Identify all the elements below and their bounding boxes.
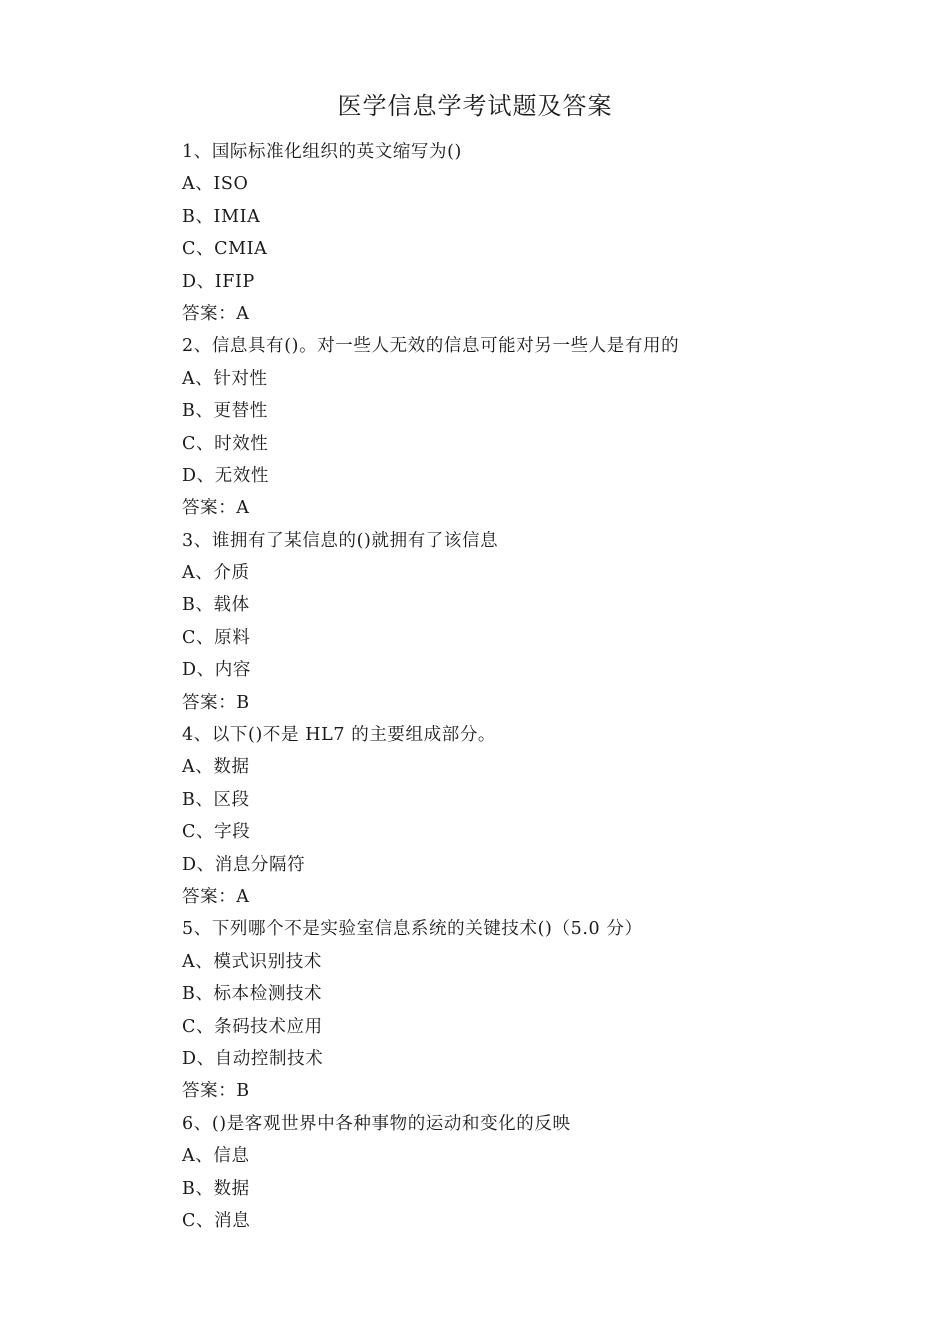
- answer-text: 答案：A: [182, 303, 250, 324]
- option-b: B、更替性: [182, 401, 268, 422]
- option-b: B、IMIA: [182, 206, 261, 227]
- option-a: A、针对性: [182, 368, 268, 389]
- option-a: A、信息: [182, 1146, 250, 1167]
- option-d: D、消息分隔符: [182, 854, 306, 875]
- option-d: D、内容: [182, 660, 251, 681]
- option-a: A、ISO: [182, 174, 249, 195]
- question-text: 2、信息具有()。对一些人无效的信息可能对另一些人是有用的: [182, 336, 680, 357]
- question-list: [182, 136, 802, 1237]
- option-a: A、数据: [182, 757, 250, 778]
- option-a: A、介质: [182, 563, 250, 584]
- option-c: C、消息: [182, 1210, 251, 1231]
- option-b: B、载体: [182, 595, 250, 616]
- option-c: C、时效性: [182, 433, 269, 454]
- answer-text: 答案：A: [182, 498, 250, 519]
- document-title: 医学信息学考试题及答案: [337, 92, 613, 120]
- question-text: 6、()是客观世界中各种事物的运动和变化的反映: [182, 1113, 571, 1134]
- option-c: C、原料: [182, 627, 251, 648]
- answer-text: 答案：B: [182, 1081, 250, 1102]
- option-c: C、CMIA: [182, 239, 268, 260]
- answer-text: 答案：A: [182, 886, 250, 907]
- question-text: 5、下列哪个不是实验室信息系统的关键技术()（5.0 分）: [182, 919, 643, 940]
- option-c: C、条码技术应用: [182, 1016, 323, 1037]
- question-text: 1、国际标准化组织的英文缩写为(): [182, 142, 462, 162]
- option-d: D、自动控制技术: [182, 1048, 324, 1069]
- question-text: 4、以下()不是 HL7 的主要组成部分。: [182, 725, 497, 746]
- option-b: B、数据: [182, 1178, 250, 1199]
- option-b: B、标本检测技术: [182, 984, 323, 1005]
- option-d: D、IFIP: [182, 271, 255, 292]
- question-text: 3、谁拥有了某信息的()就拥有了该信息: [182, 530, 499, 551]
- option-d: D、无效性: [182, 465, 270, 486]
- option-a: A、模式识别技术: [182, 951, 322, 972]
- option-c: C、字段: [182, 822, 251, 843]
- answer-text: 答案：B: [182, 692, 250, 713]
- option-b: B、区段: [182, 789, 250, 810]
